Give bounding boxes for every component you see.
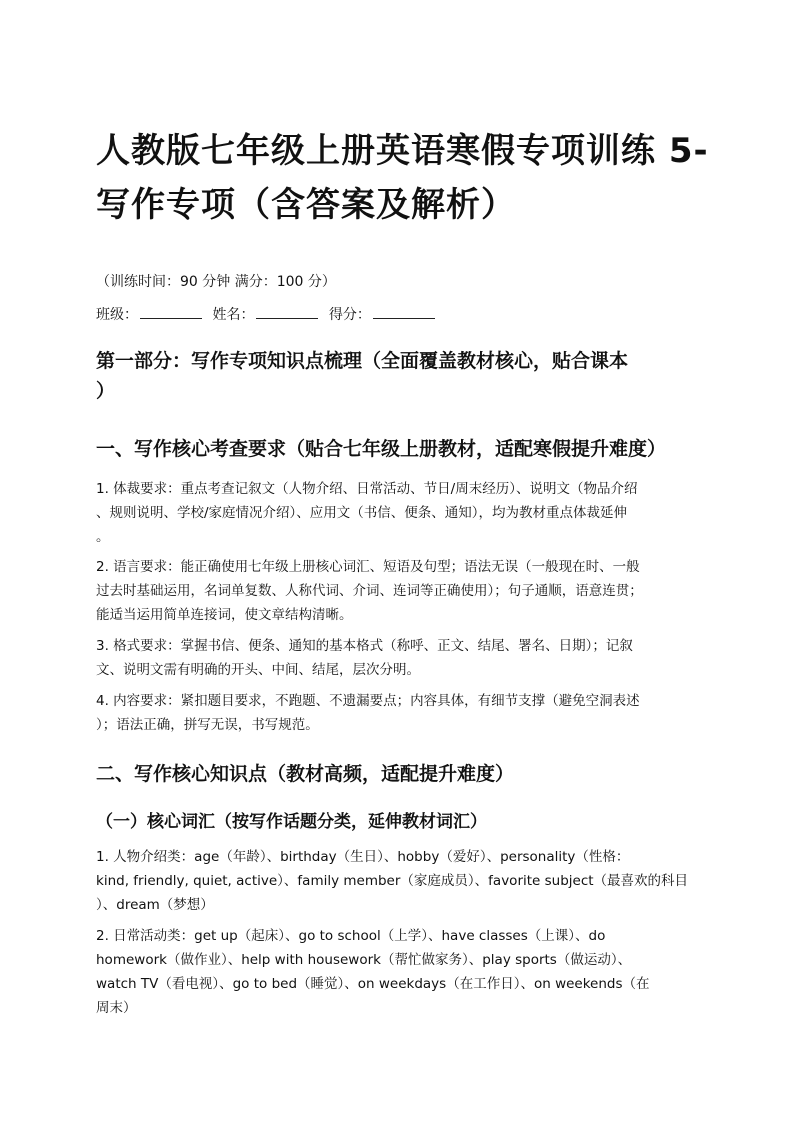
class-blank	[140, 304, 202, 319]
student-info-fields	[96, 304, 441, 325]
section1-item-format: 3. 格式要求：掌握书信、便条、通知的基本格式（称呼、正文、结尾、署名、日期）；记叙 文、说明文需有明确的开头、中间、结尾，层次分明。	[96, 638, 633, 678]
part1-heading: 第一部分：写作专项知识点梳理（全面覆盖教材核心，贴合课本 ）	[96, 350, 629, 402]
exam-time-info: （训练时间：90 分钟 满分：100 分）	[96, 274, 336, 290]
section1-item-language: 2. 语言要求：能正确使用七年级上册核心词汇、短语及句型；语法无误（一般现在时、一般 过去时基础运用，名词单复数、人称代词、介词、连词等正确使用）；句子通顺，语意连贯； 能适当运用简单连接词，使文章结构清晰。	[96, 559, 643, 623]
score-label: 得分：	[328, 307, 371, 323]
section1-item-genre: 1. 体裁要求：重点考查记叙文（人物介绍、日常活动、节日/周末经历）、说明文（物品介绍 、规则说明、学校/家庭情况介绍）、应用文（书信、便条、通知），均为教材重点体裁延伸 。	[96, 481, 638, 545]
name-label: 姓名：	[212, 307, 255, 323]
section2-heading: 二、写作核心知识点（教材高频，适配提升难度）	[96, 763, 515, 785]
name-blank	[256, 304, 318, 319]
section2-item-person: 1. 人物介绍类：age（年龄）、birthday（生日）、hobby（爱好）、personality（性格： kind, friendly, quiet, active）、family member（家庭成员）、favorite subject（最喜欢的科目 ）、dream（梦想）	[96, 849, 689, 913]
section1-heading: 一、写作核心考查要求（贴合七年级上册教材，适配寒假提升难度）	[96, 438, 667, 460]
class-label: 班级：	[96, 307, 138, 323]
section1-item-content: 4. 内容要求：紧扣题目要求，不跑题、不遗漏要点；内容具体，有细节支撑（避免空洞表述 ）；语法正确，拼写无误，书写规范。	[96, 693, 640, 733]
document-title: 人教版七年级上册英语寒假专项训练 5- 写作专项（含答案及解析）	[96, 131, 709, 225]
score-blank	[373, 304, 435, 319]
section2-subheading: （一）核心词汇（按写作话题分类，延伸教材词汇）	[96, 812, 487, 832]
section2-item-daily: 2. 日常活动类：get up（起床）、go to school（上学）、have classes（上课）、do homework（做作业）、help with housework（帮忙做家务）、play sports（做运动）、 watch TV（看电视）、go to bed（睡觉）、on weekdays（在工作日）、on weekends（在 周末）	[96, 928, 650, 1016]
